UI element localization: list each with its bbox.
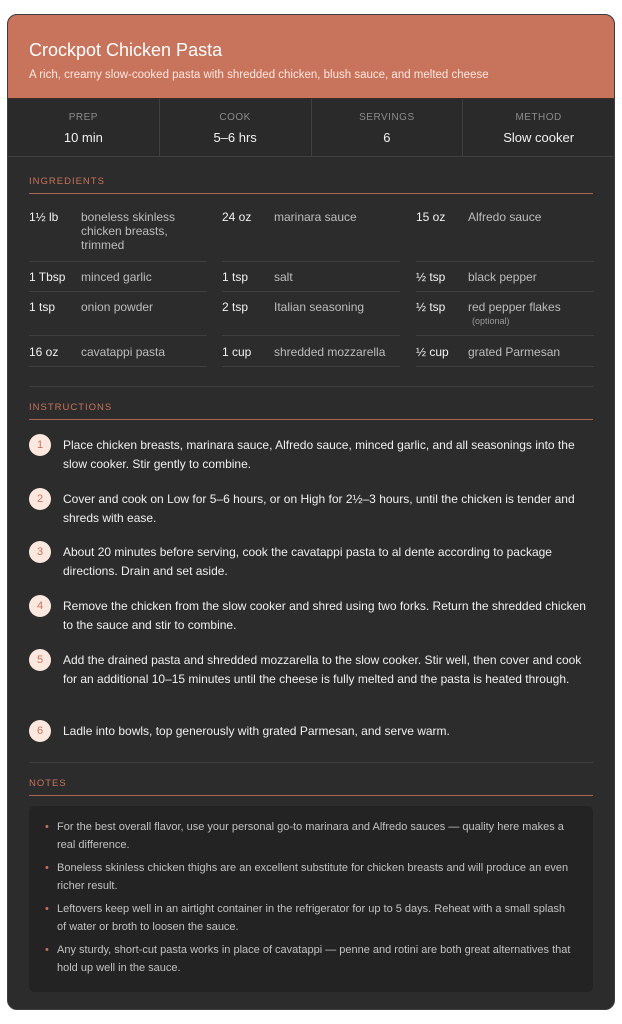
instructions-heading: INSTRUCTIONS (29, 402, 593, 420)
ingredient-name: shredded mozzarella (274, 345, 386, 359)
stat-value: 10 min (63, 130, 103, 145)
ingredient-qty: 1½ lb (29, 210, 59, 224)
stat-label: COOK (219, 112, 251, 123)
step-number-badge: 2 (29, 488, 51, 510)
stat-label: METHOD (515, 112, 562, 123)
stat-value: 6 (383, 130, 391, 145)
step-text: Place chicken breasts, marinara sauce, Alfredo sauce, minced garlic, and all seasonings into the slow cooker. Stir gently to combine. (63, 438, 575, 471)
note-text: For the best overall flavor, use your personal go-to marinara and Alfredo sauces — quality here makes a real difference. (57, 821, 564, 851)
bullet-icon: • (45, 862, 49, 874)
note-item (45, 818, 577, 854)
ingredient-name: Italian seasoning (274, 300, 365, 314)
ingredient-item (416, 210, 594, 262)
ingredient-qty: 15 oz (416, 210, 446, 224)
ingredients-grid (29, 194, 593, 387)
ingredient-name (468, 300, 594, 327)
recipe-stats (8, 99, 614, 157)
ingredient-qty: 1 cup (222, 345, 252, 359)
ingredient-name: boneless skinless chicken breasts, trimmed (81, 210, 176, 252)
ingredient-note: (optional) (472, 316, 510, 326)
ingredient-qty: 1 Tbsp (29, 270, 66, 284)
notes-heading: NOTES (29, 778, 593, 796)
ingredient-qty: 16 oz (29, 345, 59, 359)
ingredient-name: salt (274, 270, 293, 284)
step-text: Ladle into bowls, top generously with grated Parmesan, and serve warm. (63, 724, 450, 738)
stat-value: Slow cooker (503, 130, 575, 145)
ingredient-item (416, 300, 594, 336)
step-text: Cover and cook on Low for 5–6 hours, or on High for 2½–3 hours, until the chicken is tender and shreds with ease. (63, 492, 575, 525)
step-number-badge: 5 (29, 649, 51, 671)
ingredient-item (29, 270, 207, 292)
step-number-badge: 3 (29, 541, 51, 563)
stat-value: 5–6 hrs (213, 130, 257, 145)
recipe-subtitle: A rich, creamy slow-cooked pasta with shredded chicken, blush sauce, and melted cheese (29, 69, 489, 81)
step-text: Remove the chicken from the slow cooker and shred using two forks. Return the shredded chicken to the sauce and stir to combine. (63, 599, 586, 632)
stat-label: SERVINGS (359, 112, 415, 123)
note-text: Leftovers keep well in an airtight container in the refrigerator for up to 5 days. Reheat with a small splash of water or broth to loosen the sauce. (57, 903, 566, 933)
ingredient-item (222, 210, 400, 262)
ingredient-name-text: red pepper flakes (468, 300, 561, 314)
step-text: Add the drained pasta and shredded mozzarella to the slow cooker. Stir well, then cover and cook for an additional 10–15 minutes until the cheese is fully melted and the pasta is heated through. (63, 653, 582, 686)
ingredient-name: cavatappi pasta (81, 345, 166, 359)
note-text: Any sturdy, short-cut pasta works in place of cavatappi — penne and rotini are both great alternatives that hold up well in the sauce. (57, 944, 571, 974)
stat-cook (160, 99, 312, 156)
bullet-icon: • (45, 944, 49, 956)
ingredient-name: Alfredo sauce (468, 210, 542, 224)
ingredient-item (222, 345, 400, 367)
ingredients-heading: INGREDIENTS (29, 176, 593, 194)
step-number-badge: 6 (29, 720, 51, 742)
note-item (45, 859, 577, 895)
ingredient-name: black pepper (468, 270, 537, 284)
step-number-badge: 1 (29, 434, 51, 456)
notes-box (29, 806, 593, 992)
ingredient-name: grated Parmesan (468, 345, 561, 359)
ingredient-item (416, 345, 594, 367)
instructions-list (29, 420, 593, 763)
stat-prep (8, 99, 160, 156)
step-text: About 20 minutes before serving, cook the cavatappi pasta to al dente according to package directions. Drain and set aside. (63, 545, 552, 578)
ingredient-name: marinara sauce (274, 210, 357, 224)
bullet-icon: • (45, 821, 49, 833)
ingredient-qty: 2 tsp (222, 300, 249, 314)
note-text: Boneless skinless chicken thighs are an excellent substitute for chicken breasts and will produce an even richer result. (57, 862, 569, 892)
ingredient-item (29, 300, 207, 336)
ingredient-name: onion powder (81, 300, 154, 314)
bullet-icon: • (45, 903, 49, 915)
note-item (45, 941, 577, 977)
ingredient-item (29, 345, 207, 367)
stat-method (463, 99, 614, 156)
stat-servings (312, 99, 464, 156)
ingredient-qty: ½ tsp (416, 270, 446, 284)
ingredient-name: minced garlic (81, 270, 152, 284)
recipe-header (8, 15, 614, 99)
ingredient-item (416, 270, 594, 292)
ingredient-qty: 1 tsp (222, 270, 249, 284)
recipe-title: Crockpot Chicken Pasta (29, 40, 223, 60)
ingredient-qty: 24 oz (222, 210, 252, 224)
ingredient-qty: ½ cup (416, 345, 449, 359)
step-number-badge: 4 (29, 595, 51, 617)
stat-label: PREP (68, 112, 98, 123)
ingredient-qty: ½ tsp (416, 300, 446, 314)
note-item (45, 900, 577, 936)
ingredient-item (29, 210, 207, 262)
ingredient-qty: 1 tsp (29, 300, 56, 314)
ingredient-item (222, 270, 400, 292)
recipe-card (7, 14, 615, 1010)
ingredient-item (222, 300, 400, 336)
